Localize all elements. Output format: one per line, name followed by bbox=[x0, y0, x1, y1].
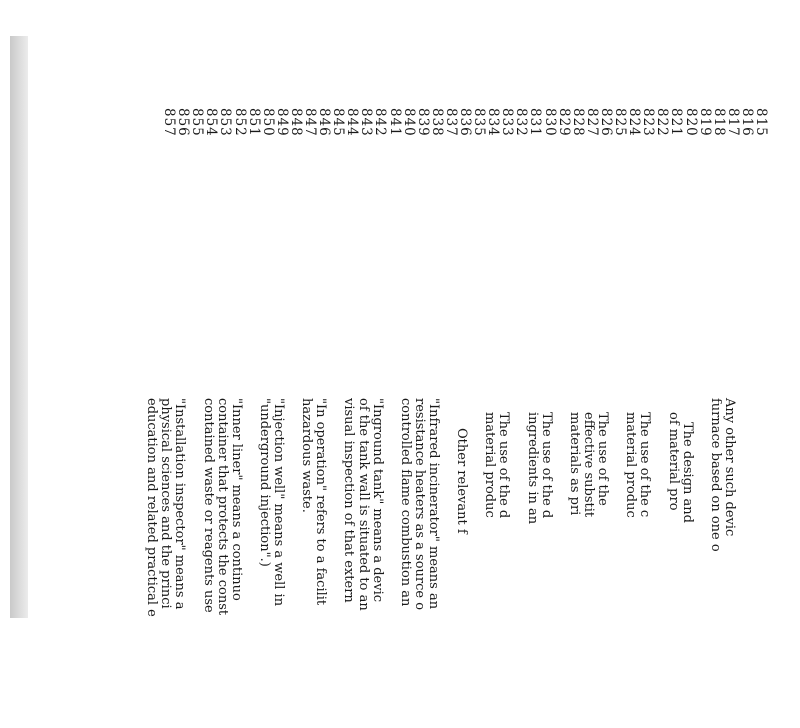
text-line: of material pro bbox=[665, 412, 681, 511]
text-line: "Injection well" means a well in bbox=[271, 398, 286, 607]
body-text bbox=[144, 398, 736, 728]
line-number: 819 bbox=[696, 108, 713, 137]
text-line: Any other such devic bbox=[722, 398, 737, 537]
text-line: "Inner liner" means a continuo bbox=[228, 398, 244, 601]
text-line: material produc bbox=[482, 412, 498, 518]
line-number: 829 bbox=[555, 108, 572, 137]
line-number-column bbox=[162, 108, 768, 137]
text-line: effective substit bbox=[581, 412, 597, 518]
line-number: 849 bbox=[273, 108, 290, 137]
line-number: 842 bbox=[372, 108, 389, 137]
text-line: contained waste or reagents use bbox=[200, 398, 216, 613]
line-number: 834 bbox=[485, 108, 502, 137]
line-number: 856 bbox=[175, 108, 192, 137]
text-line: ingredients in an bbox=[524, 412, 540, 525]
line-number: 853 bbox=[217, 108, 234, 137]
line-number: 824 bbox=[626, 108, 643, 137]
line-number: 839 bbox=[414, 108, 431, 137]
text-line: "Infrared incinerator" means an bbox=[426, 398, 442, 610]
text-line: materials as pri bbox=[566, 412, 582, 516]
line-number: 830 bbox=[541, 108, 558, 137]
line-number: 843 bbox=[358, 108, 375, 137]
line-number: 857 bbox=[161, 108, 178, 137]
text-line: The design and bbox=[679, 422, 695, 523]
text-line: visual inspection of that extern bbox=[341, 398, 357, 603]
line-number: 816 bbox=[738, 108, 755, 137]
line-number: 854 bbox=[203, 108, 220, 137]
scan-gutter-shadow bbox=[10, 36, 28, 618]
text-line: of the tank wall is situated to an bbox=[355, 398, 371, 611]
text-line: "In operation" refers to a facilit bbox=[313, 398, 329, 606]
line-number: 826 bbox=[597, 108, 614, 137]
text-line: hazardous waste. bbox=[299, 398, 315, 513]
line-number: 846 bbox=[316, 108, 333, 137]
line-number: 837 bbox=[442, 108, 459, 137]
line-number: 848 bbox=[287, 108, 304, 137]
text-line: resistance heaters as a source o bbox=[411, 398, 427, 611]
text-line: container that protects the const bbox=[214, 398, 230, 616]
line-number: 817 bbox=[724, 108, 741, 137]
text-line: "Installation inspector" means a bbox=[172, 398, 188, 610]
line-number: 827 bbox=[583, 108, 600, 137]
text-line: furnace based on one o bbox=[707, 398, 723, 552]
line-number: 821 bbox=[668, 108, 685, 137]
line-number: 850 bbox=[259, 108, 276, 137]
line-number: 820 bbox=[682, 108, 699, 137]
document-page bbox=[28, 0, 800, 618]
line-number: 833 bbox=[499, 108, 516, 137]
text-line: material produc bbox=[623, 412, 639, 518]
text-line: "Inground tank" means a devic bbox=[369, 398, 385, 603]
line-number: 852 bbox=[231, 108, 248, 137]
text-line: education and related practical e bbox=[144, 398, 160, 617]
line-number: 831 bbox=[527, 108, 544, 137]
line-number: 855 bbox=[189, 108, 206, 137]
text-line: Other relevant f bbox=[454, 428, 470, 534]
line-number: 851 bbox=[245, 108, 262, 137]
line-number: 844 bbox=[344, 108, 361, 137]
line-number: 840 bbox=[400, 108, 417, 137]
text-line: "underground injection".) bbox=[256, 398, 272, 567]
line-number: 823 bbox=[640, 108, 657, 137]
line-number: 818 bbox=[710, 108, 727, 137]
line-number: 828 bbox=[569, 108, 586, 137]
line-number: 815 bbox=[753, 108, 769, 137]
line-number: 835 bbox=[471, 108, 488, 137]
line-number: 832 bbox=[513, 108, 530, 137]
line-number: 841 bbox=[386, 108, 403, 137]
line-number: 822 bbox=[654, 108, 671, 137]
text-line: controlled flame combustion an bbox=[397, 398, 413, 607]
line-number: 847 bbox=[302, 108, 318, 137]
rotated-text-frame bbox=[144, 108, 769, 668]
text-line: The use of the c bbox=[637, 412, 653, 518]
line-number: 825 bbox=[612, 108, 629, 137]
text-line: The use of the bbox=[595, 412, 611, 506]
line-number: 836 bbox=[457, 108, 474, 137]
text-line: The use of the d bbox=[538, 412, 554, 519]
text-line: The use of the d bbox=[496, 412, 512, 519]
line-number: 845 bbox=[330, 108, 347, 137]
text-line: physical sciences and the princi bbox=[158, 398, 174, 609]
line-number: 838 bbox=[428, 108, 445, 137]
